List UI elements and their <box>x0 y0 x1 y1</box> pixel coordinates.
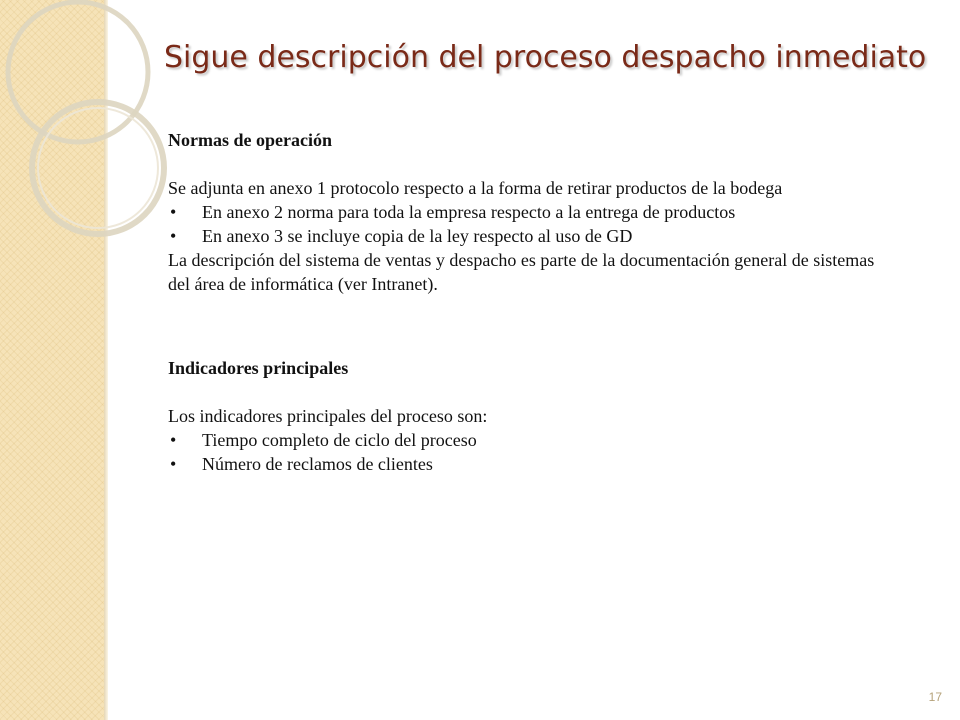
section-heading: Normas de operación <box>168 130 332 150</box>
bullet-list <box>168 200 898 248</box>
bullet-icon: • <box>170 226 177 246</box>
list-item-text: Tiempo completo de ciclo del proceso <box>202 430 477 450</box>
list-item <box>168 224 898 248</box>
decorative-ring-small-inner <box>38 108 158 228</box>
slide-content <box>168 128 898 476</box>
slide-title: Sigue descripción del proceso despacho inmediato <box>164 40 927 75</box>
list-item <box>168 452 898 476</box>
decorative-ring-large <box>8 2 148 142</box>
section-heading: Indicadores principales <box>168 358 349 378</box>
bullet-list <box>168 428 898 476</box>
section-intro: Se adjunta en anexo 1 protocolo respecto a la forma de retirar productos de la bodega <box>168 178 783 198</box>
page-number: 17 <box>928 690 942 704</box>
section-outro: La descripción del sistema de ventas y despacho es parte de la documentación general de sistemas del área de informática (ver Intranet). <box>168 250 875 294</box>
list-item-text: Número de reclamos de clientes <box>202 454 433 474</box>
list-item-text: En anexo 2 norma para toda la empresa respecto a la entrega de productos <box>202 202 736 222</box>
list-item <box>168 428 898 452</box>
section-intro: Los indicadores principales del proceso son: <box>168 406 488 426</box>
bullet-icon: • <box>170 454 177 474</box>
list-item-text: En anexo 3 se incluye copia de la ley respecto al uso de GD <box>202 226 633 246</box>
bullet-icon: • <box>170 430 177 450</box>
section-normas-operacion <box>168 128 898 296</box>
bullet-icon: • <box>170 202 177 222</box>
list-item <box>168 200 898 224</box>
section-indicadores-principales <box>168 356 898 476</box>
decorative-ring-small <box>32 102 164 234</box>
